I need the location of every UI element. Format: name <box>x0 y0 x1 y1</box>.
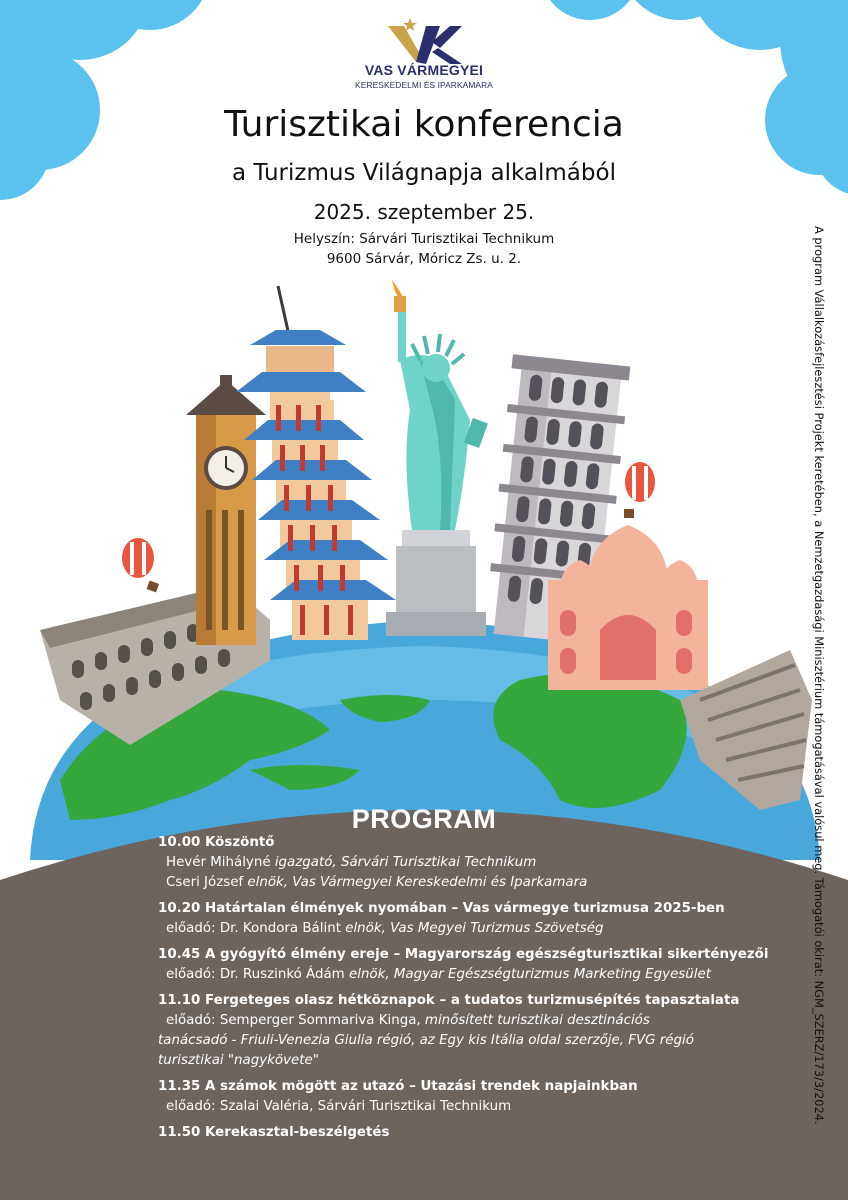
speaker-role: elnök, Magyar Egészségturizmus Marketing Egyesület <box>348 967 711 982</box>
event-address: 9600 Sárvár, Móricz Zs. u. 2. <box>326 251 522 267</box>
pagoda <box>236 286 396 640</box>
speaker-role: elnök, Vas Vármegyei Kereskedelmi és Iparkamara <box>247 875 588 890</box>
event-date: 2025. szeptember 25. <box>313 200 535 224</box>
hot-air-balloon-right <box>624 462 655 518</box>
page-title: Turisztikai konferencia <box>224 104 624 145</box>
speaker-role: igazgató, Sárvári Turisztikai Technikum <box>274 855 537 870</box>
program-heading: PROGRAM <box>351 804 497 834</box>
funding-note: A program Vállalkozásfejlesztési Projekt keretében, a Nemzetgazdasági Minisztérium támogatásával valósul meg. Támogatói okirat: NGM_SZERZ/173/3/2024. <box>812 226 826 1125</box>
event-venue: Helyszín: Sárvári Turisztikai Technikum <box>293 231 555 247</box>
speaker-role: tanácsadó - Friuli-Venezia Giulia régió, az Egy kis Itália oldal szerzője, FVG régió <box>158 1033 694 1048</box>
program-item-speaker <box>158 873 780 893</box>
program-item-speaker <box>158 919 780 939</box>
program-item-speaker <box>158 1011 780 1031</box>
program-item-title: 11.10 Fergeteges olasz hétköznapok – a tudatos turizmusépítés tapasztalata <box>158 993 740 1008</box>
speaker-role: elnök, Vas Megyei Turizmus Szövetség <box>345 921 604 936</box>
program-item <box>158 833 780 893</box>
speaker-name: előadó: Dr. Kondora Bálint <box>166 921 346 936</box>
program-item-speaker <box>158 1051 780 1071</box>
program-item-speaker <box>158 1031 780 1051</box>
program-item-title: 10.00 Köszöntő <box>158 835 275 850</box>
logo-name: VAS VÁRMEGYEI <box>364 62 484 78</box>
program-item-title: 10.20 Határtalan élmények nyomában – Vas vármegye turizmusa 2025-ben <box>158 901 725 916</box>
speaker-name: Cseri József <box>166 875 248 890</box>
program-item-speaker <box>158 1097 780 1117</box>
speaker-name: Hevér Mihályné <box>166 855 275 870</box>
program-item <box>158 1077 780 1117</box>
speaker-name: előadó: Dr. Ruszinkó Ádám <box>166 967 349 982</box>
logo-subtitle: KERESKEDELMI ÉS IPARKAMARA <box>355 80 493 90</box>
program-list <box>158 833 780 1149</box>
program-item <box>158 899 780 939</box>
program-item <box>158 1123 780 1143</box>
page-subtitle: a Turizmus Világnapja alkalmából <box>232 160 616 186</box>
statue-of-liberty <box>386 280 488 636</box>
program-item-speaker <box>158 853 780 873</box>
program-item <box>158 945 780 985</box>
speaker-name: előadó: Semperger Sommariva Kinga, <box>166 1013 425 1028</box>
program-item <box>158 991 780 1071</box>
program-item-title: 10.45 A gyógyító élmény ereje – Magyarország egészségturisztikai sikertényezői <box>158 947 769 962</box>
program-item-speaker <box>158 965 780 985</box>
program-item-title: 11.50 Kerekasztal-beszélgetés <box>158 1125 390 1140</box>
speaker-role: minősített turisztikai desztinációs <box>424 1013 650 1028</box>
speaker-name: előadó: Szalai Valéria, Sárvári Turisztikai Technikum <box>166 1099 512 1114</box>
program-item-title: 11.35 A számok mögött az utazó – Utazási trendek napjainkban <box>158 1079 638 1094</box>
hot-air-balloon-left <box>122 538 159 592</box>
speaker-role: turisztikai "nagykövete" <box>158 1053 319 1068</box>
